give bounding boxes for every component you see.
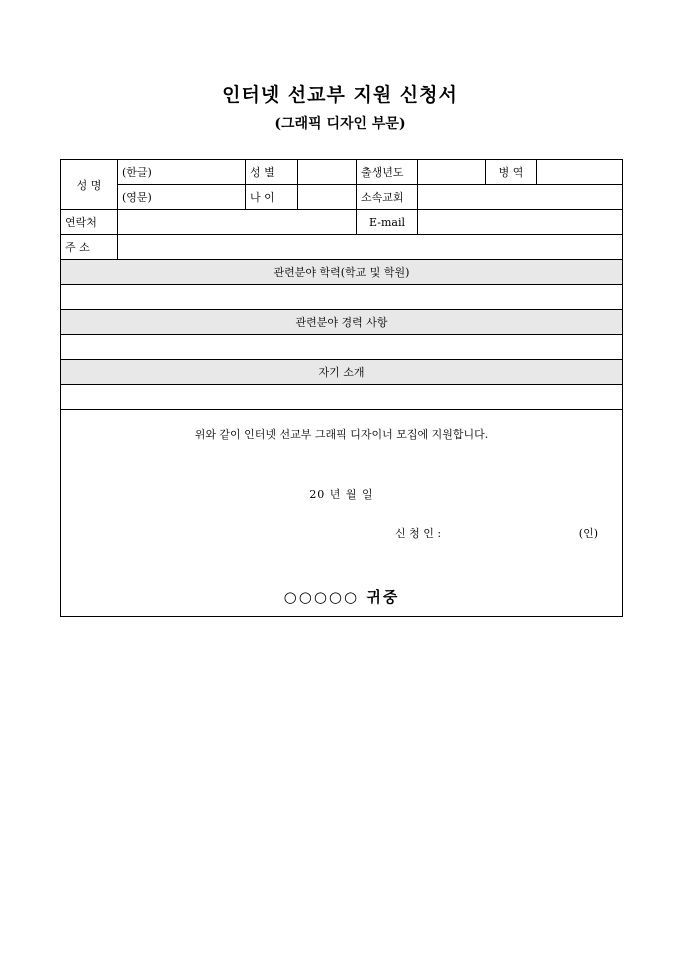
- career-field[interactable]: [61, 335, 623, 360]
- military-label: 병 역: [486, 160, 537, 185]
- intro-field[interactable]: [61, 385, 623, 410]
- career-section-header: 관련분야 경력 사항: [61, 310, 623, 335]
- email-field[interactable]: [418, 210, 623, 235]
- church-field[interactable]: [418, 185, 623, 210]
- contact-field[interactable]: [118, 210, 357, 235]
- english-name-field[interactable]: [118, 185, 246, 210]
- age-label: 나 이: [246, 185, 298, 210]
- age-field[interactable]: [298, 185, 357, 210]
- english-name-label: (영문): [122, 191, 152, 204]
- birth-year-field[interactable]: [418, 160, 486, 185]
- gender-field[interactable]: [298, 160, 357, 185]
- military-field[interactable]: [537, 160, 623, 185]
- birth-year-label: 출생년도: [357, 160, 418, 185]
- education-field[interactable]: [61, 285, 623, 310]
- seal-mark: (인): [578, 527, 598, 540]
- address-label: 주 소: [61, 235, 118, 260]
- gender-label: 성 별: [246, 160, 298, 185]
- application-statement: 위와 같이 인터넷 선교부 그래픽 디자이너 모집에 지원합니다.: [194, 428, 489, 441]
- korean-name-field[interactable]: [118, 160, 246, 185]
- contact-label: 연락처: [61, 210, 118, 235]
- email-label: E-mail: [357, 210, 418, 235]
- korean-name-label: (한글): [122, 166, 152, 179]
- church-label: 소속교회: [357, 185, 418, 210]
- education-section-header: 관련분야 학력(학교 및 학원): [61, 260, 623, 285]
- addressee: ○○○○○ 귀중: [283, 588, 400, 606]
- name-label: 성 명: [61, 160, 118, 210]
- document-subtitle: (그래픽 디자인 부문): [274, 116, 406, 132]
- intro-section-header: 자기 소개: [61, 360, 623, 385]
- document-title: 인터넷 선교부 지원 신청서: [222, 84, 458, 106]
- application-form: [60, 159, 623, 617]
- applicant-label: 신 청 인 :: [395, 527, 442, 540]
- address-field[interactable]: [118, 235, 623, 260]
- date-line: 20 년 월 일: [309, 488, 374, 501]
- closing-section: [61, 410, 623, 617]
